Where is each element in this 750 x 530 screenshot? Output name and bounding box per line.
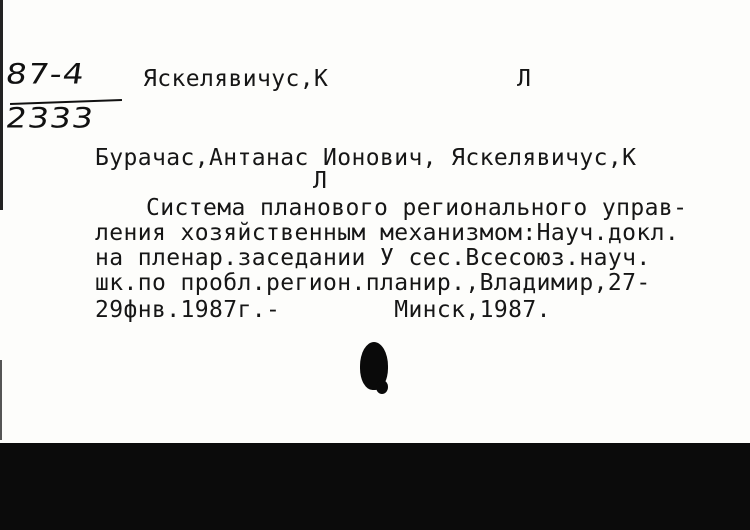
card-left-edge-lower <box>0 360 2 440</box>
heading-letter: Л <box>517 66 532 92</box>
heading-author: Яскелявичус,К <box>143 66 329 92</box>
body-line: 29фнв.1987г.- Минск,1987. <box>95 297 551 323</box>
card-left-edge <box>0 0 3 210</box>
body-line: на пленар.заседании У сес.Всесоюз.науч. <box>95 245 651 271</box>
scan-bottom-band <box>0 443 750 530</box>
authors-letter: Л <box>313 168 328 194</box>
shelfmark-top: 87-4 <box>3 56 88 91</box>
punch-hole-tail <box>376 380 388 394</box>
shelfmark-bottom: 2333 <box>3 100 97 135</box>
authors-line: Бурачас,Антанас Ионович, Яскелявичус,К <box>95 145 637 171</box>
body-line: Система планового регионального управ- <box>146 195 688 221</box>
body-line: шк.по пробл.регион.планир.,Владимир,27- <box>95 270 651 296</box>
body-line: ления хозяйственным механизмом:Науч.докл. <box>95 220 680 246</box>
